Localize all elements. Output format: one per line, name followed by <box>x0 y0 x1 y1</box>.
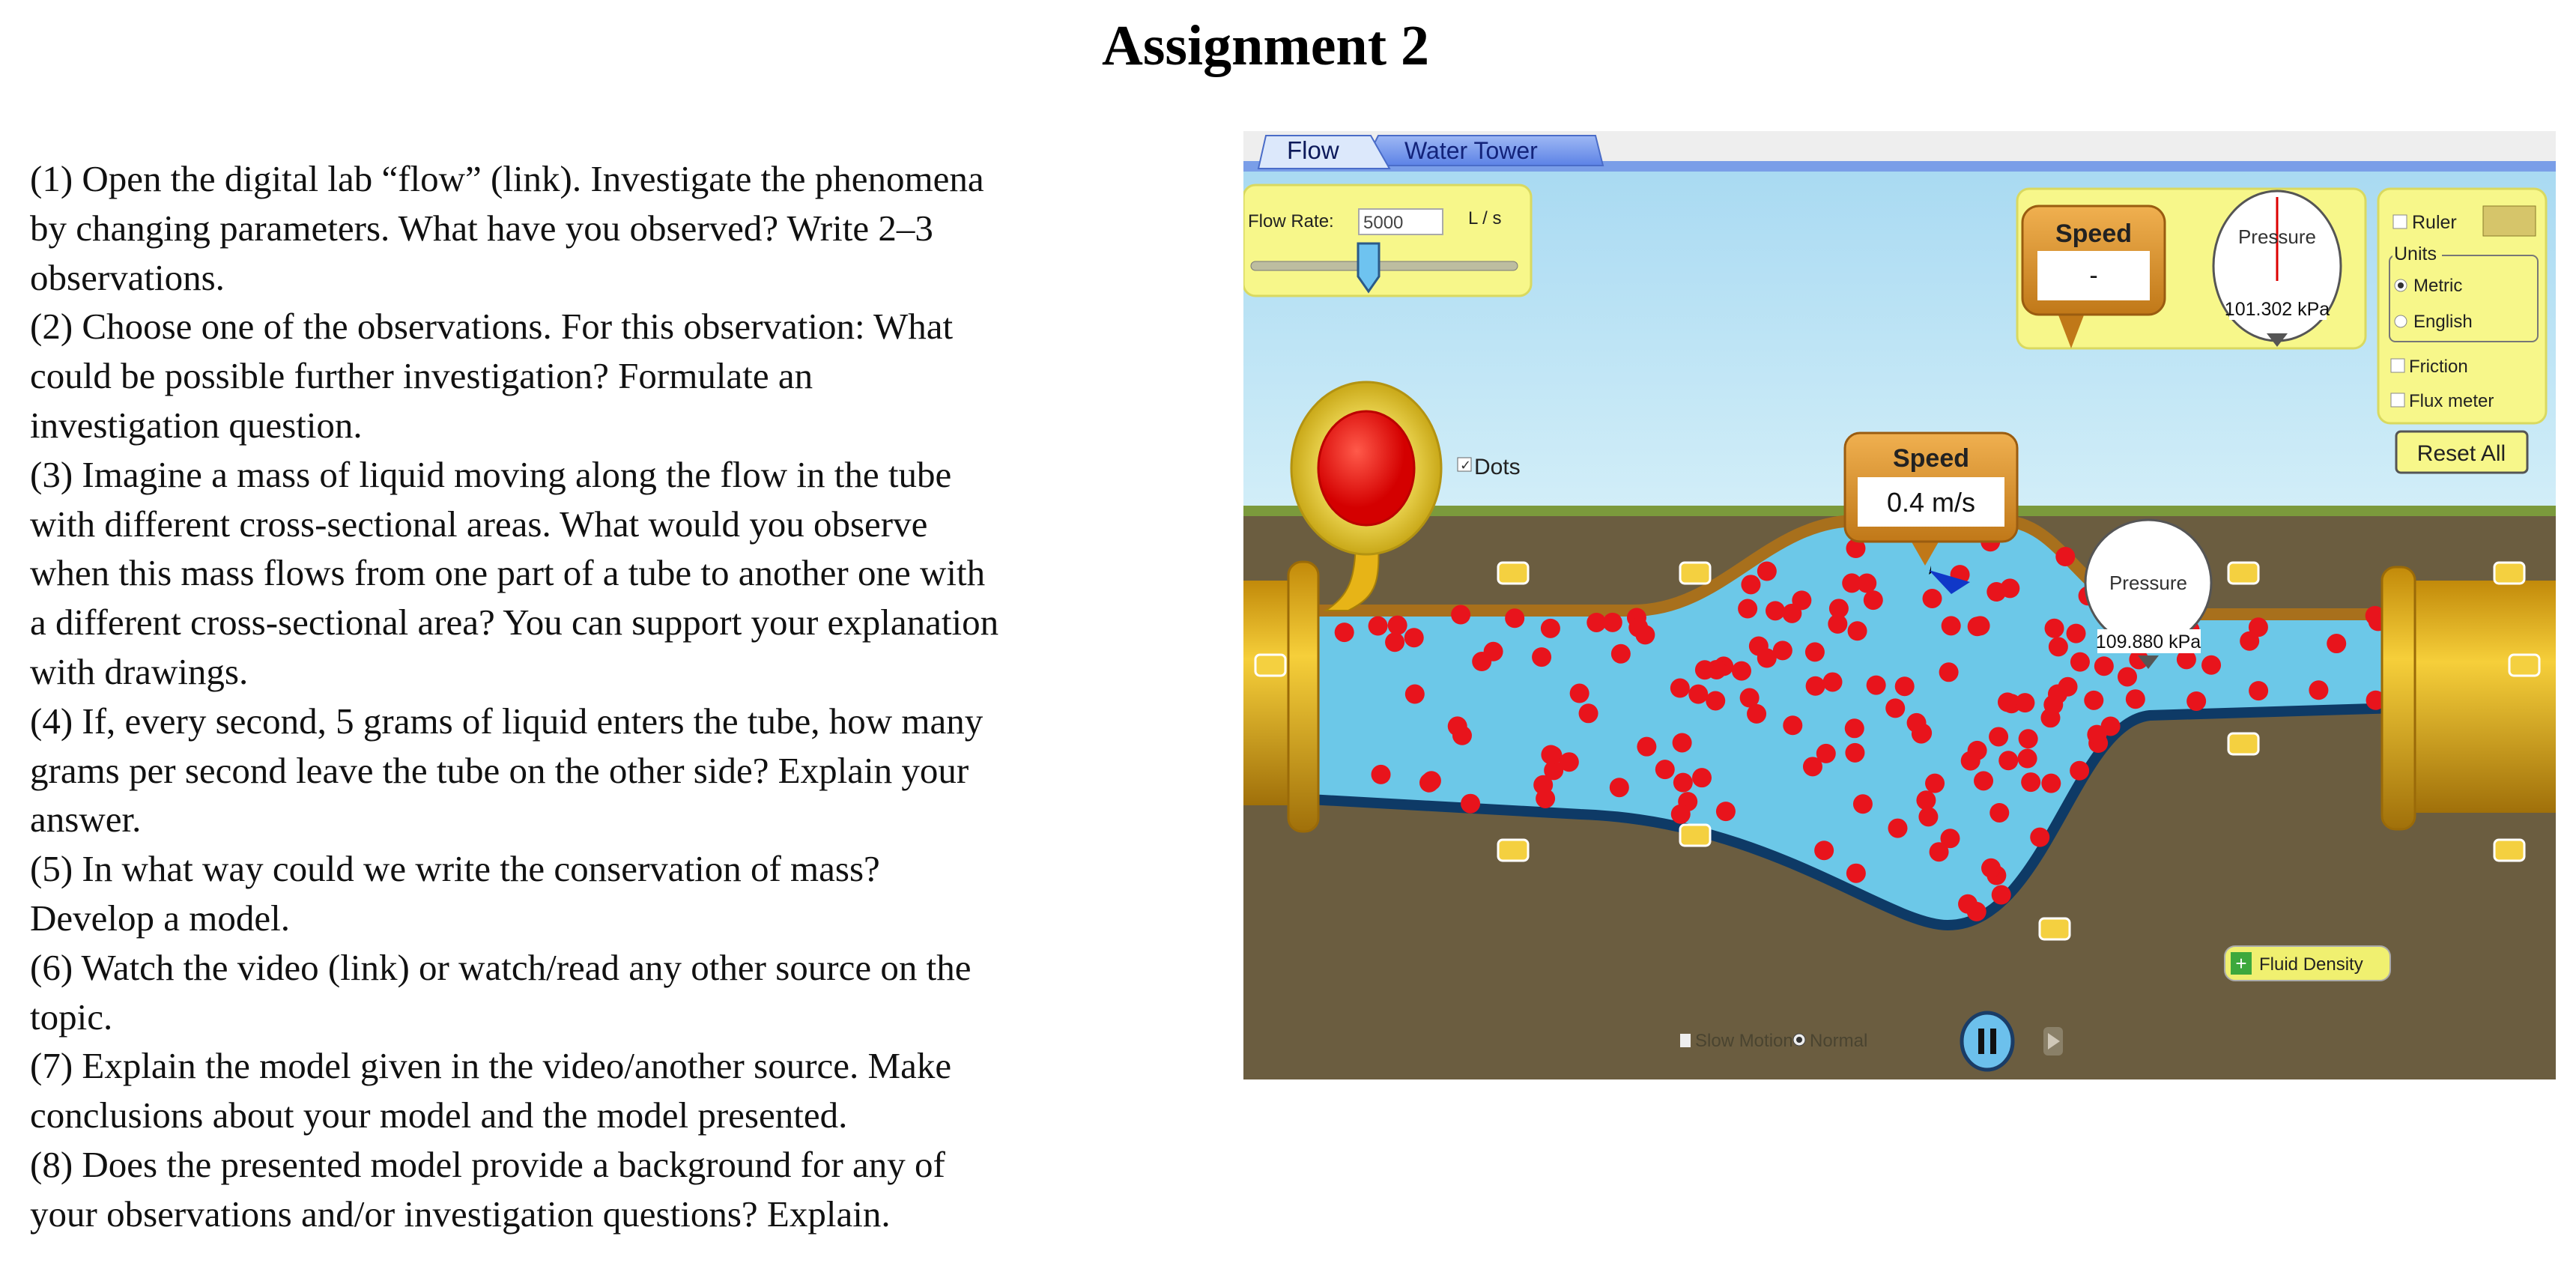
fluid-dot <box>2000 578 2019 598</box>
fluid-dot <box>1989 727 2008 746</box>
fluid-dot <box>1853 794 1873 814</box>
fluid-dot <box>1895 676 1915 696</box>
slow-motion-radio[interactable] <box>1680 1034 1691 1047</box>
fluid-dot <box>1806 676 1825 696</box>
fluid-dot <box>1974 771 1993 790</box>
fluid-dot <box>1372 765 1391 784</box>
question-line: (2) Choose one of the observations. For this observation: What <box>30 306 954 348</box>
fluid-dot <box>1472 652 1491 671</box>
fluid-dot <box>2327 634 2346 653</box>
fluid-dot <box>1673 733 1692 752</box>
fluid-dot <box>1930 842 1949 861</box>
fluid-dot <box>1845 743 1864 763</box>
fluid-dot <box>1610 778 1629 797</box>
question-line: (5) In what way could we write the conservation of mass? <box>30 848 880 890</box>
fluid-dot <box>2070 652 2090 672</box>
fluid-dot <box>1925 774 1945 793</box>
fluid-dot <box>1747 704 1766 724</box>
fluid-dot <box>1637 737 1656 757</box>
fluid-dot <box>1695 660 1715 679</box>
svg-text:Flow Rate:: Flow Rate: <box>1248 211 1334 231</box>
cross-section-handle[interactable] <box>1498 563 1528 584</box>
question-line: (3) Imagine a mass of liquid moving along the flow in the tube <box>30 453 952 495</box>
fluid-dot <box>1716 802 1736 821</box>
svg-text:Speed: Speed <box>1892 444 1970 473</box>
fluid-dot <box>1998 692 2017 712</box>
fluid-dot <box>1586 613 1606 632</box>
fluid-dot <box>1741 575 1760 594</box>
question-line: (4) If, every second, 5 grams of liquid enters the tube, how many <box>30 700 984 742</box>
flow-rate-slider-track[interactable] <box>1251 261 1518 270</box>
fluid-dot <box>2201 655 2221 675</box>
svg-text:Dots: Dots <box>1474 455 1521 479</box>
fluid-dot <box>1732 661 1751 681</box>
fluid-dot <box>1451 605 1470 625</box>
svg-text:Normal: Normal <box>1810 1031 1868 1051</box>
question-line: (1) Open the digital lab “flow” (link). Investigate the phenomena <box>30 158 984 199</box>
fluid-dot <box>1961 751 1981 771</box>
svg-text:Water Tower: Water Tower <box>1404 137 1538 164</box>
fluid-dot <box>1560 752 1579 772</box>
left-pipe <box>1243 562 1318 832</box>
fluid-dot <box>1842 573 1861 593</box>
fluid-dot <box>2249 681 2268 700</box>
svg-text:Friction: Friction <box>2409 357 2468 377</box>
fluid-dot <box>1388 616 1407 635</box>
fluid-dot <box>1738 599 1757 619</box>
fluid-dot <box>2058 677 2078 697</box>
svg-text:+: + <box>2235 952 2247 975</box>
question-line: by changing parameters. What have you observed? Write 2–3 <box>30 207 933 249</box>
assignment-questions <box>30 154 1243 1239</box>
svg-text:Pressure: Pressure <box>2237 225 2317 248</box>
fluid-dot <box>1385 632 1404 652</box>
fluid-dot <box>1805 642 1825 661</box>
cross-section-handle[interactable] <box>2494 840 2524 861</box>
fluid-dot <box>1998 751 2018 770</box>
fluid-dot <box>1885 698 1905 718</box>
svg-text:101.302 kPa: 101.302 kPa <box>2224 299 2330 320</box>
fluid-dot <box>2240 632 2259 651</box>
fluid-dot <box>1673 773 1693 793</box>
fluid-dot <box>1971 616 1990 635</box>
svg-text:Fluid Density: Fluid Density <box>2259 954 2363 975</box>
question-line: (6) Watch the video (link) or watch/read any other source on the <box>30 946 972 988</box>
fluid-dot <box>1989 803 2009 823</box>
fluid-dot <box>2049 637 2068 656</box>
cross-section-handle[interactable] <box>1498 840 1528 861</box>
svg-text:109.880 kPa: 109.880 kPa <box>2095 632 2201 652</box>
svg-text:5000: 5000 <box>1363 213 1404 233</box>
flux-meter-checkbox[interactable] <box>2391 393 2404 407</box>
fluid-dot <box>1942 616 1961 635</box>
fluid-dot <box>1783 715 1802 735</box>
fluid-dot <box>1688 685 1708 704</box>
page-title: Assignment 2 <box>1101 14 1430 77</box>
fluid-dot <box>1766 601 1785 620</box>
fluid-dot <box>1845 718 1864 738</box>
svg-text:-: - <box>2089 261 2098 290</box>
fluid-dot <box>1448 716 1467 736</box>
fluid-dot <box>1888 819 1907 838</box>
fluid-dot <box>2067 624 2086 643</box>
fluid-dot <box>1992 885 2011 905</box>
cross-section-handle[interactable] <box>1680 825 1710 846</box>
tab-water-tower[interactable] <box>1363 136 1603 166</box>
fluid-dot <box>1541 619 1560 638</box>
fluid-dot <box>1923 589 1942 608</box>
fluid-density-button[interactable] <box>2225 946 2390 981</box>
question-line: answer. <box>30 799 142 841</box>
question-line: your observations and/or investigation questions? Explain. <box>30 1193 891 1235</box>
ruler-icon <box>2483 206 2536 236</box>
question-line: Develop a model. <box>30 897 290 939</box>
svg-text:English: English <box>2413 312 2473 332</box>
fluid-dot <box>1419 773 1439 793</box>
flow-simulation <box>1243 131 2556 1079</box>
fluid-dot <box>2021 772 2040 792</box>
check-icon: ✓ <box>1460 458 1472 473</box>
fluid-dot <box>2186 691 2206 711</box>
fluid-dot <box>1635 625 1655 644</box>
fluid-dot <box>1846 864 1866 883</box>
fluid-dot <box>1570 684 1589 703</box>
fluid-dot <box>1823 672 1843 691</box>
right-pipe <box>2382 567 2556 829</box>
fluid-dot <box>1369 617 1388 636</box>
fluid-dot <box>1981 858 2001 878</box>
svg-text:Metric: Metric <box>2413 276 2463 296</box>
fluid-dot <box>2055 547 2075 566</box>
cross-section-handle[interactable] <box>1255 655 1285 676</box>
fluid-dot <box>1782 604 1801 623</box>
svg-text:0.4 m/s: 0.4 m/s <box>1886 487 1976 518</box>
fluid-dot <box>1505 608 1524 628</box>
question-line: (7) Explain the model given in the video/another source. Make <box>30 1045 952 1087</box>
fluid-dot <box>1692 768 1712 787</box>
fluid-dot <box>1916 790 1936 810</box>
fluid-dot <box>2070 761 2089 781</box>
question-line: grams per second leave the tube on the other side? Explain your <box>30 749 969 791</box>
fluid-dot <box>1655 760 1675 779</box>
question-line: observations. <box>30 256 225 298</box>
question-line: conclusions about your model and the model presented. <box>30 1094 848 1136</box>
meter-toolbox <box>2017 189 2366 348</box>
fluid-dot <box>2019 729 2038 748</box>
flow-rate-panel <box>1243 185 1531 296</box>
tab-flow[interactable] <box>1258 136 1389 169</box>
fluid-dot <box>2094 656 2114 676</box>
fluid-dot <box>2041 774 2061 793</box>
fluid-dot <box>1533 775 1553 795</box>
cross-section-handle[interactable] <box>2228 563 2258 584</box>
fluid-dot <box>1404 628 1424 647</box>
fluid-dot <box>1816 744 1836 763</box>
fluid-dot <box>1532 647 1551 667</box>
pause-button[interactable] <box>1962 1013 2013 1070</box>
pressure-probe[interactable] <box>2085 520 2211 669</box>
question-line: with different cross-sectional areas. What would you observe <box>30 503 928 545</box>
fluid-dot <box>2118 667 2137 686</box>
question-line: with drawings. <box>30 650 249 692</box>
fluid-dot <box>1848 621 1867 640</box>
ruler-checkbox[interactable] <box>2393 215 2407 228</box>
step-button[interactable] <box>2043 1027 2063 1056</box>
fluid-dot <box>1405 685 1425 704</box>
cross-section-handle[interactable] <box>2494 563 2524 584</box>
fluid-dot <box>2018 749 2037 769</box>
svg-text:Flux meter: Flux meter <box>2409 391 2494 411</box>
friction-checkbox[interactable] <box>2391 359 2404 372</box>
fluid-dot <box>1541 745 1560 764</box>
question-line: (8) Does the presented model provide a background for any of <box>30 1143 945 1185</box>
fluid-dot <box>2309 680 2328 700</box>
svg-text:Slow Motion: Slow Motion <box>1695 1031 1793 1051</box>
fluid-dot <box>1757 649 1777 668</box>
fluid-dot <box>1706 691 1725 710</box>
svg-text:Reset All: Reset All <box>2416 441 2506 466</box>
fluid-dot <box>1670 679 1690 698</box>
fluid-dot <box>1867 676 1886 695</box>
svg-text:Pressure: Pressure <box>2109 572 2188 594</box>
fluid-dot <box>2045 619 2064 638</box>
fluid-dot <box>1814 841 1834 860</box>
fluid-dot <box>1864 590 1883 610</box>
reset-all-button[interactable] <box>2396 431 2527 473</box>
cross-section-handle[interactable] <box>2509 655 2539 676</box>
fluid-dot <box>1671 805 1691 824</box>
question-line: could be possible further investigation? Formulate an <box>30 355 813 397</box>
fluid-dot <box>1918 807 1938 826</box>
fluid-dot <box>1939 662 1959 682</box>
svg-text:Units: Units <box>2394 243 2437 264</box>
svg-text:Flow: Flow <box>1287 136 1339 164</box>
question-line: a different cross-sectional area? You can support your explanation <box>30 602 999 643</box>
fluid-dot <box>2030 828 2049 847</box>
svg-text:L / s: L / s <box>1468 208 1502 228</box>
fluid-dot <box>1461 794 1480 814</box>
fluid-dot <box>1757 561 1777 581</box>
svg-text:Ruler: Ruler <box>2412 212 2457 233</box>
fluid-dot <box>1967 902 1986 921</box>
fluid-dot <box>2126 689 2145 709</box>
fluid-dot <box>2084 691 2103 710</box>
cross-section-handle[interactable] <box>2040 918 2070 939</box>
fluid-dot <box>2087 725 2106 745</box>
options-panel <box>2378 189 2546 423</box>
pump-red-button[interactable] <box>1318 411 1414 525</box>
fluid-dot <box>1828 614 1847 634</box>
question-line: investigation question. <box>30 404 363 446</box>
fluid-dot <box>1611 644 1631 664</box>
cross-section-handle[interactable] <box>2228 733 2258 754</box>
svg-text:Speed: Speed <box>2055 219 2133 248</box>
fluid-dot <box>1579 703 1598 723</box>
cross-section-handle[interactable] <box>1680 563 1710 584</box>
fluid-dot <box>1335 623 1354 642</box>
fluid-dot <box>1907 713 1927 733</box>
question-line: when this mass flows from one part of a tube to another one with <box>30 552 986 594</box>
question-line: topic. <box>30 996 113 1038</box>
english-radio[interactable] <box>2395 315 2407 327</box>
